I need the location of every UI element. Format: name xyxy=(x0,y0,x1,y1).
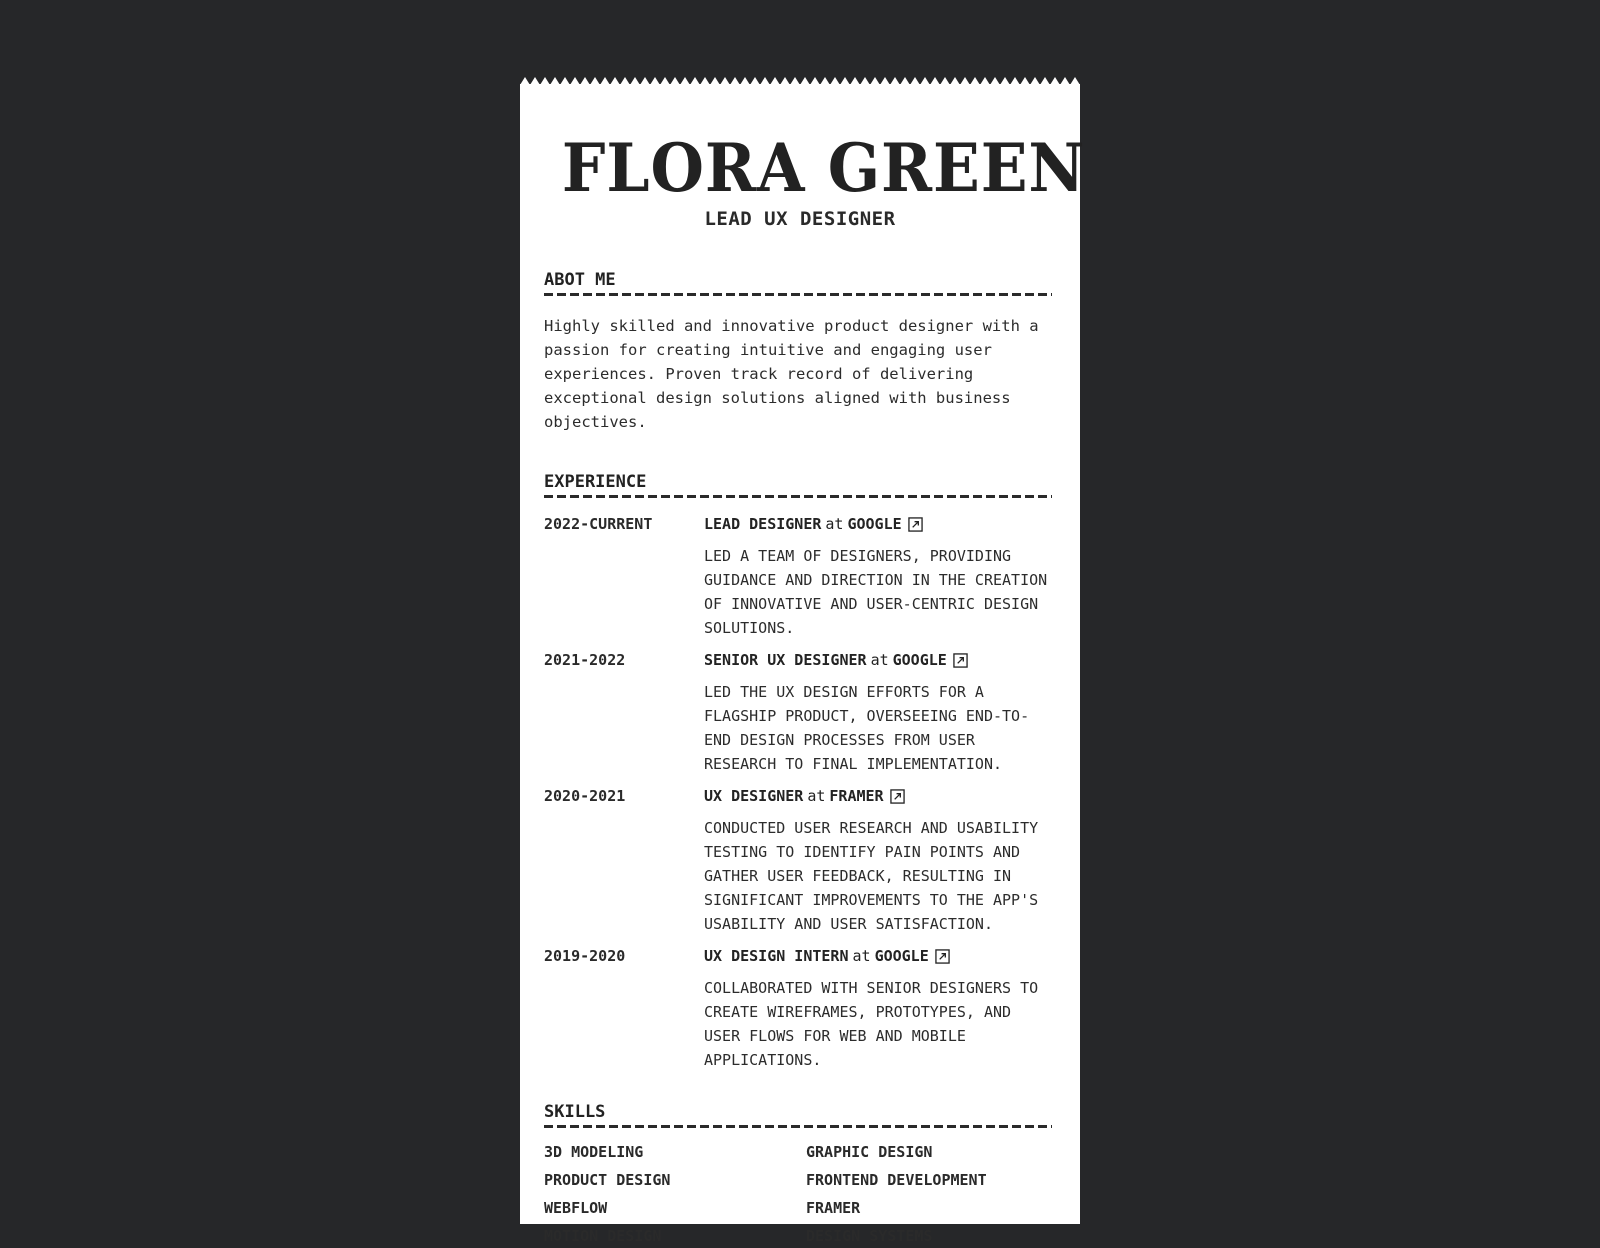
job-details xyxy=(704,648,1056,776)
job-heading xyxy=(704,512,1056,536)
external-link-icon[interactable] xyxy=(890,789,905,804)
job-position: UX DESIGNER xyxy=(704,787,804,805)
job-description: COLLABORATED WITH SENIOR DESIGNERS TO CREATE WIREFRAMES, PROTOTYPES, AND USER FLOWS FOR WEB AND MOBILE APPLICATIONS. xyxy=(704,979,1039,1069)
skill-item: DESIGN SYSTEMS xyxy=(806,1227,933,1245)
external-link-icon[interactable] xyxy=(935,949,950,964)
job-company: GOOGLE xyxy=(892,651,947,669)
job-description: CONDUCTED USER RESEARCH AND USABILITY TESTING TO IDENTIFY PAIN POINTS AND GATHER USER FEEDBACK, RESULTING IN SIGNIFICANT IMPROVEMENTS TO THE APP'S USABILITY AND USER SATISFACTION. xyxy=(704,819,1039,933)
experience-list xyxy=(544,512,1056,1072)
job-period: 2019-2020 xyxy=(544,947,626,965)
experience-item xyxy=(544,648,1056,776)
job-details xyxy=(704,944,1056,1072)
job-heading xyxy=(704,784,1056,808)
job-heading xyxy=(704,648,1056,672)
job-company: FRAMER xyxy=(829,787,884,805)
skill-item: FRAMER xyxy=(806,1199,861,1217)
job-at-label: at xyxy=(852,947,871,965)
about-section-title: ABOT ME xyxy=(544,270,1052,294)
job-company: GOOGLE xyxy=(874,947,929,965)
skills-list xyxy=(544,1140,1056,1248)
resume-receipt xyxy=(520,84,1086,1245)
external-link-icon[interactable] xyxy=(953,653,968,668)
job-at-label: at xyxy=(807,787,826,805)
job-heading xyxy=(704,944,1056,968)
job-details xyxy=(704,512,1056,640)
resume-name: FLORA GREEN xyxy=(561,129,1086,207)
skill-item: 3D MODELING xyxy=(544,1143,644,1161)
job-position: SENIOR UX DESIGNER xyxy=(704,651,867,669)
experience-section-title: EXPERIENCE xyxy=(544,472,1052,496)
job-period: 2021-2022 xyxy=(544,651,626,669)
experience-item xyxy=(544,512,1056,640)
job-at-label: at xyxy=(870,651,889,669)
about-text: Highly skilled and innovative product designer with a passion for creating intuitive and engaging user experiences. Proven track record of delivering exceptional design solutions aligned with business objectives. xyxy=(544,317,1039,431)
skill-item: MOTION DESIGN xyxy=(544,1227,662,1245)
skill-item: FRONTEND DEVELOPMENT xyxy=(806,1171,987,1189)
job-position: UX DESIGN INTERN xyxy=(704,947,849,965)
job-details xyxy=(704,784,1056,936)
resume-role: LEAD UX DESIGNER xyxy=(704,208,896,230)
skill-item: WEBFLOW xyxy=(544,1199,608,1217)
skills-section-title: SKILLS xyxy=(544,1102,1052,1126)
job-at-label: at xyxy=(825,515,844,533)
experience-item xyxy=(544,784,1056,936)
external-link-icon[interactable] xyxy=(908,517,923,532)
skill-item: GRAPHIC DESIGN xyxy=(806,1143,933,1161)
skill-item: PRODUCT DESIGN xyxy=(544,1171,671,1189)
job-company: GOOGLE xyxy=(847,515,902,533)
job-period: 2020-2021 xyxy=(544,787,626,805)
experience-item xyxy=(544,944,1056,1072)
job-description: LED THE UX DESIGN EFFORTS FOR A FLAGSHIP PRODUCT, OVERSEEING END-TO-END DESIGN PROCESSES FROM USER RESEARCH TO FINAL IMPLEMENTATION. xyxy=(704,683,1030,773)
job-position: LEAD DESIGNER xyxy=(704,515,822,533)
job-period: 2022-CURRENT xyxy=(544,515,653,533)
job-description: LED A TEAM OF DESIGNERS, PROVIDING GUIDANCE AND DIRECTION IN THE CREATION OF INNOVATIVE AND USER-CENTRIC DESIGN SOLUTIONS. xyxy=(704,547,1048,637)
